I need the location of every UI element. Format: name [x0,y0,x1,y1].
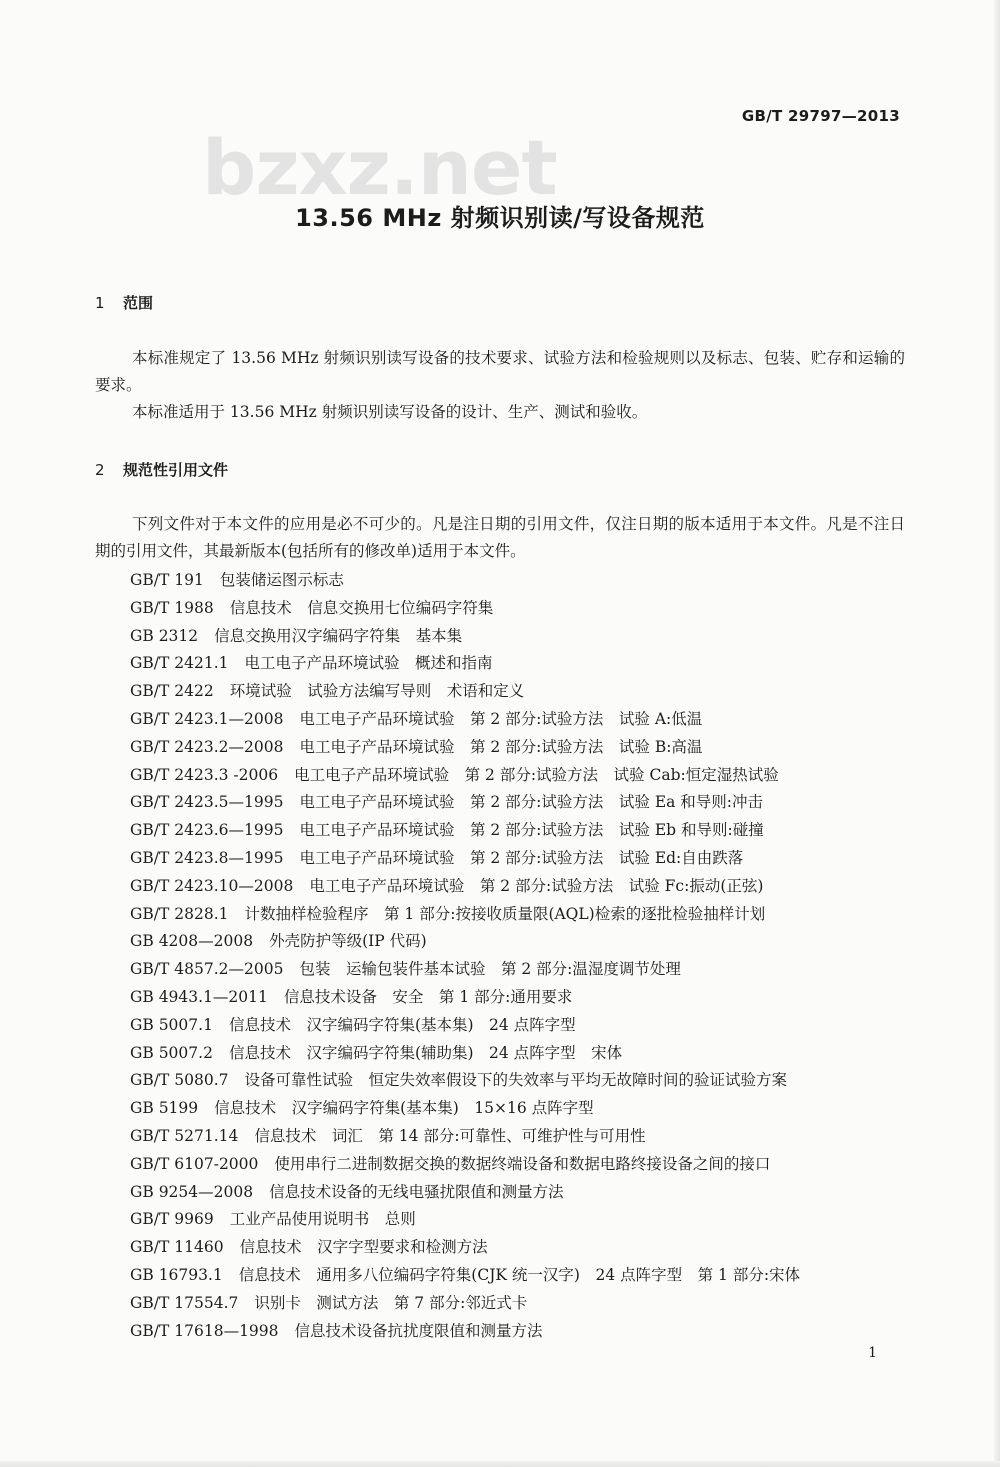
reference-code: GB 2312 [130,626,199,645]
reference-title: 信息技术设备的无线电骚扰限值和测量方法 [269,1182,564,1201]
reference-title: 外壳防护等级(IP 代码) [269,932,427,951]
reference-item [130,1067,910,1095]
references-intro-paragraph: 下列文件对于本文件的应用是必不可少的。凡是注日期的引用文件，仅注日期的版本适用于本文件。凡是不注日期的引用文件，其最新版本(包括所有的修改单)适用于本文件。 [95,515,905,560]
reference-item [130,845,910,873]
reference-code: GB/T 9969 [130,1210,214,1229]
reference-code: GB/T 5080.7 [130,1071,229,1090]
reference-code: GB/T 11460 [130,1238,224,1257]
reference-code: GB 5007.1 [130,1015,213,1034]
reference-title: 电工电子产品环境试验 第 2 部分:试验方法 试验 Ed:自由跌落 [299,848,744,867]
reference-title: 工业产品使用说明书 总则 [229,1210,416,1229]
reference-item [130,984,910,1012]
section-title: 规范性引用文件 [123,461,229,479]
reference-item [130,623,910,651]
reference-code: GB/T 2423.6—1995 [130,821,284,840]
reference-item [130,1206,910,1234]
reference-code: GB/T 17554.7 [130,1293,239,1312]
section-heading-scope [95,292,153,313]
scope-paragraph-2: 本标准适用于 13.56 MHz 射频识别读写设备的设计、生产、测试和验收。 [132,403,648,421]
section-heading-normative-references [95,459,228,480]
reference-item [130,734,910,762]
reference-code: GB 9254—2008 [130,1182,254,1201]
reference-item [130,1262,910,1290]
reference-title: 环境试验 试验方法编写导则 术语和定义 [229,682,525,701]
page-number: 1 [868,1345,877,1361]
reference-code: GB/T 2828.1 [130,904,229,923]
reference-title: 信息技术 词汇 第 14 部分:可靠性、可维护性与可用性 [254,1126,646,1145]
reference-title: 电工电子产品环境试验 第 2 部分:试验方法 试验 Eb 和导则:碰撞 [299,821,764,840]
reference-title: 设备可靠性试验 恒定失效率假设下的失效率与平均无故障时间的验证试验方案 [244,1071,788,1090]
reference-title: 电工电子产品环境试验 第 2 部分:试验方法 试验 Ea 和导则:冲击 [299,793,764,812]
reference-item [130,817,910,845]
reference-item [130,567,910,595]
standard-number: GB/T 29797—2013 [741,107,900,125]
reference-title: 电工电子产品环境试验 第 2 部分:试验方法 试验 Cab:恒定湿热试验 [294,765,779,784]
reference-item [130,595,910,623]
reference-item [130,789,910,817]
reference-item [130,873,910,901]
reference-code: GB/T 2421.1 [130,654,229,673]
reference-title: 电工电子产品环境试验 第 2 部分:试验方法 试验 A:低温 [299,709,703,728]
reference-title: 信息技术 信息交换用七位编码字符集 [229,598,494,617]
reference-code: GB 5199 [130,1099,199,1118]
reference-item [130,1290,910,1318]
reference-code: GB/T 2423.8—1995 [130,848,284,867]
reference-code: GB/T 2423.3 -2006 [130,765,279,784]
reference-item [130,1318,910,1346]
reference-code: GB 4943.1—2011 [130,987,268,1006]
reference-code: GB 4208—2008 [130,932,254,951]
reference-title: 信息交换用汉字编码字符集 基本集 [214,626,463,645]
reference-code: GB/T 2422 [130,682,214,701]
reference-item [130,901,910,929]
section-number: 2 [95,461,105,479]
reference-title: 电工电子产品环境试验 第 2 部分:试验方法 试验 B:高温 [299,737,703,756]
reference-title: 识别卡 测试方法 第 7 部分:邻近式卡 [254,1293,528,1312]
reference-item [130,678,910,706]
reference-code: GB/T 4857.2—2005 [130,960,284,979]
reference-item [130,1012,910,1040]
reference-item [130,1095,910,1123]
reference-code: GB/T 5271.14 [130,1126,239,1145]
reference-item [130,928,910,956]
reference-code: GB/T 17618—1998 [130,1321,279,1340]
reference-title: 信息技术 通用多八位编码字符集(CJK 统一汉字) 24 点阵字型 第 1 部分:宋体 [238,1265,801,1284]
reference-item [130,1234,910,1262]
reference-code: GB/T 2423.1—2008 [130,709,284,728]
reference-item [130,650,910,678]
reference-item [130,1123,910,1151]
reference-list [130,567,910,1345]
reference-code: GB/T 2423.5—1995 [130,793,284,812]
reference-title: 使用串行二进制数据交换的数据终端设备和数据电路终接设备之间的接口 [274,1154,771,1173]
reference-item [130,1151,910,1179]
reference-item [130,762,910,790]
reference-title: 信息技术 汉字编码字符集(基本集) 24 点阵字型 [228,1015,576,1034]
reference-code: GB 5007.2 [130,1043,213,1062]
section-number: 1 [95,294,105,312]
reference-title: 信息技术 汉字编码字符集(基本集) 15×16 点阵字型 [214,1099,594,1118]
reference-code: GB/T 191 [130,571,204,589]
reference-title: 计数抽样检验程序 第 1 部分:按接收质量限(AQL)检索的逐批检验抽样计划 [244,904,766,923]
reference-code: GB/T 2423.10—2008 [130,876,294,895]
reference-item [130,1040,910,1068]
reference-code: GB 16793.1 [130,1265,223,1284]
section-title: 范围 [123,294,154,312]
page-edge-bottom [0,1461,1000,1467]
scope-paragraph-1: 本标准规定了 13.56 MHz 射频识别读写设备的技术要求、试验方法和检验规则以及标志、包装、贮存和运输的要求。 [95,349,905,394]
reference-item [130,956,910,984]
reference-title: 电工电子产品环境试验 第 2 部分:试验方法 试验 Fc:振动(正弦) [309,876,764,895]
reference-title: 信息技术 汉字编码字符集(辅助集) 24 点阵字型 宋体 [228,1043,623,1062]
reference-item [130,1179,910,1207]
reference-title: 信息技术设备 安全 第 1 部分:通用要求 [283,987,573,1006]
reference-title: 信息技术 汉字字型要求和检测方法 [239,1238,488,1257]
reference-title: 包装 运输包装件基本试验 第 2 部分:温湿度调节处理 [299,960,681,979]
reference-code: GB/T 6107-2000 [130,1154,259,1173]
watermark: bzxz.net [202,123,557,212]
reference-item [130,706,910,734]
reference-title: 电工电子产品环境试验 概述和指南 [244,654,493,673]
reference-title: 包装储运图示标志 [219,571,344,589]
reference-code: GB/T 2423.2—2008 [130,737,284,756]
reference-title: 信息技术设备抗扰度限值和测量方法 [294,1321,543,1340]
reference-code: GB/T 1988 [130,598,214,617]
document-title: 13.56 MHz 射频识别读/写设备规范 [295,204,705,232]
